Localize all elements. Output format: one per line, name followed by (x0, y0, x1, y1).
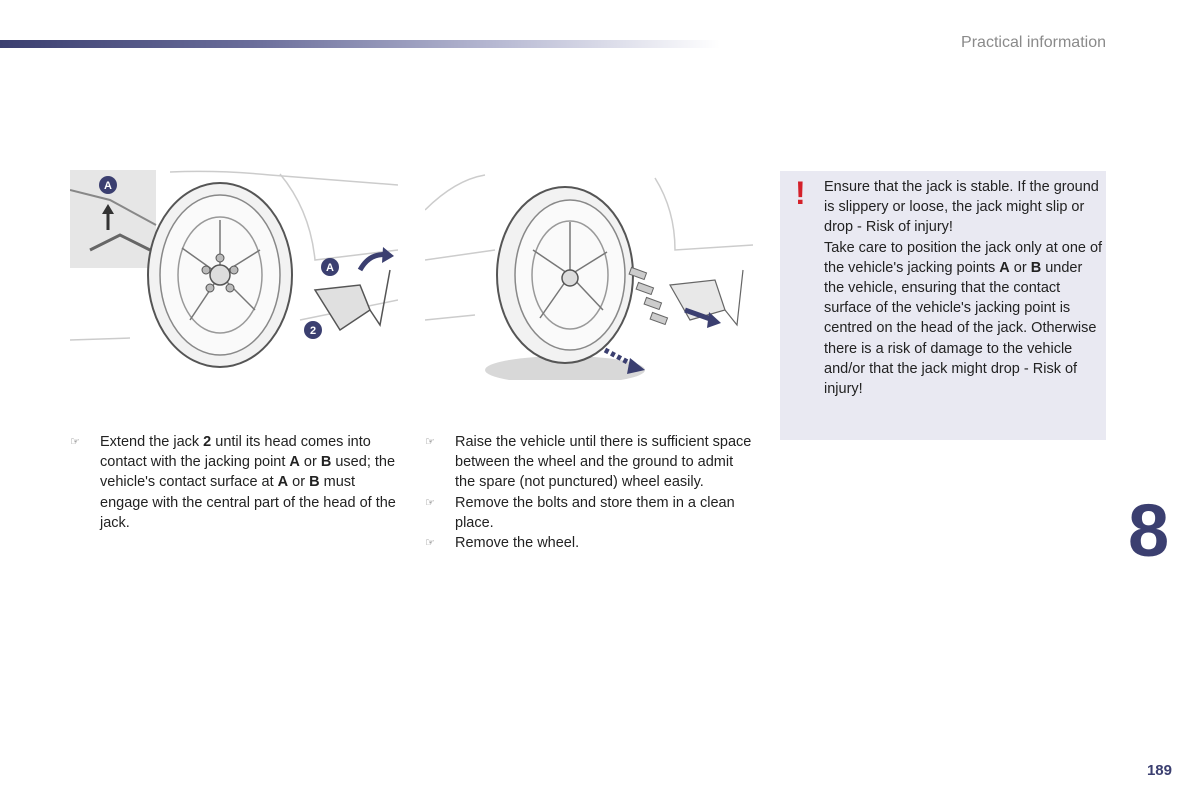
hand-pointer-icon: ☞ (425, 496, 435, 509)
instructions-left (70, 432, 400, 533)
list-item: ☞ Extend the jack 2 until its head comes into contact with the jacking point A or B used; the vehicle's contact surface at A or B must engage with the central part of the head of the jack. (70, 434, 396, 531)
header-gradient-bar (0, 40, 720, 48)
exclamation-icon: ! (795, 175, 806, 211)
chapter-number: 8 (1128, 489, 1170, 572)
callout-2: 2 (309, 325, 317, 337)
jack-extension-illustration (70, 170, 398, 380)
callout-a-jack: A (326, 262, 334, 274)
list-item: ☞ Raise the vehicle until there is sufficient space between the wheel and the ground to admit the spare (not punctured) wheel easily. (425, 434, 752, 491)
hand-pointer-icon: ☞ (425, 436, 435, 448)
warning-box (780, 171, 1106, 440)
callout-a: A (104, 180, 112, 192)
hand-pointer-icon: ☞ (70, 436, 80, 448)
page-number: 189 (1146, 762, 1172, 779)
list-item: ☞ Remove the bolts and store them in a clean place. (425, 494, 735, 531)
warning-text: Ensure that the jack is stable. If the ground is slippery or loose, the jack might slip or drop - Risk of injury! Take care to position the jack only at one of the vehicle's jacking points A or B under the vehicle, ensuring that the contact surface of the vehicle's jacking point is centred on the head of the jack. Otherwise there is a risk of damage to the vehicle and/or that the jack might drop - Risk of injury! (824, 179, 1103, 398)
list-item: ☞ Remove the wheel. (425, 533, 755, 553)
hand-pointer-icon: ☞ (425, 537, 435, 550)
instructions-right (425, 432, 755, 553)
section-title: Practical information (961, 34, 1106, 51)
wheel-removal-illustration (425, 170, 753, 380)
